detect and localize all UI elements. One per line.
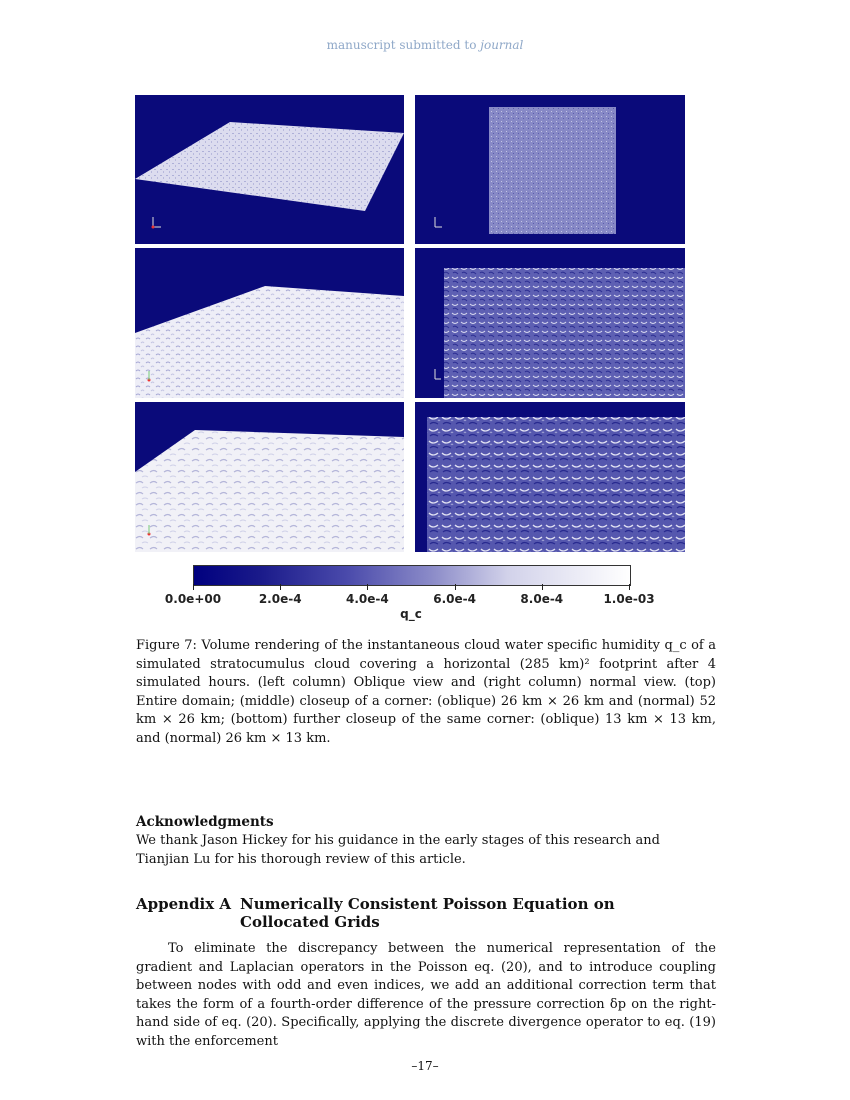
colorbar-tick-label: 6.0e-4 (433, 592, 476, 606)
colorbar-tick (542, 584, 543, 590)
panel-top-normal (415, 95, 685, 244)
panel-bottom-normal (415, 402, 685, 552)
acknowledgments-heading: Acknowledgments (136, 814, 274, 830)
axes-triad-icon (429, 213, 449, 233)
colorbar-tick-label: 8.0e-4 (520, 592, 564, 606)
colorbar-tick-label: 4.0e-4 (346, 592, 389, 606)
figure-caption: Figure 7: Volume rendering of the instantaneous cloud water specific humidity q_c of a simulated stratocumulus cloud covering a horizontal (285 km)² footprint after 4 simulated hours. (left column) Oblique view and (right column) normal view. (top) Entire domain; (middle) closeup of a corner: (oblique) 26 km × 26 km and (normal) 52 km × 26 km; (bottom) further closeup of the same corner: (oblique) 13 km × 13 km, and (normal) 26 km × 13 km. (136, 638, 716, 746)
axes-triad-icon (429, 366, 445, 382)
colorbar-tick-label: 1.0e-03 (603, 592, 655, 606)
colorbar-tick (280, 584, 281, 590)
colorbar (193, 565, 631, 586)
axes-triad-icon (143, 522, 159, 538)
header-text: manuscript submitted to (326, 38, 481, 52)
axes-triad-icon (147, 213, 167, 233)
axes-triad-icon (143, 368, 159, 384)
appendix-number: Appendix A (136, 895, 232, 913)
page-number: –17– (411, 1059, 439, 1073)
panel-middle-normal (415, 248, 685, 398)
colorbar-tick-label: 0.0e+00 (164, 592, 222, 606)
panel-middle-oblique (135, 248, 404, 398)
colorbar-title: q_c (400, 607, 422, 621)
colorbar-tick-label: 2.0e-4 (258, 592, 302, 606)
colorbar-tick (629, 584, 630, 590)
appendix-paragraph: To eliminate the discrepancy between the numerical representation of the gradient and Laplacian operators in the Poisson eq. (20), and to introduce coupling between nodes with odd and even indices, we add an additional correction term that takes the form of a fourth-order difference of the pressure correction δp on the right-hand side of eq. (20). Specifically, applying the discrete divergence operator to eq. (19) with the enforcement (136, 941, 716, 1049)
header-journal: journal (480, 38, 524, 52)
colorbar-tick (455, 584, 456, 590)
colorbar-tick (193, 584, 194, 590)
colorbar-tick (367, 584, 368, 590)
panel-bottom-oblique (135, 402, 404, 552)
appendix-title: Numerically Consistent Poisson Equation on Collocated Grids (240, 895, 615, 931)
panel-top-oblique (135, 95, 404, 244)
colorbar-ticks (193, 584, 631, 592)
acknowledgments-body: We thank Jason Hickey for his guidance in the early stages of this research and Tianjian Lu for his thorough review of this article. (136, 833, 661, 867)
running-header (0, 38, 850, 52)
